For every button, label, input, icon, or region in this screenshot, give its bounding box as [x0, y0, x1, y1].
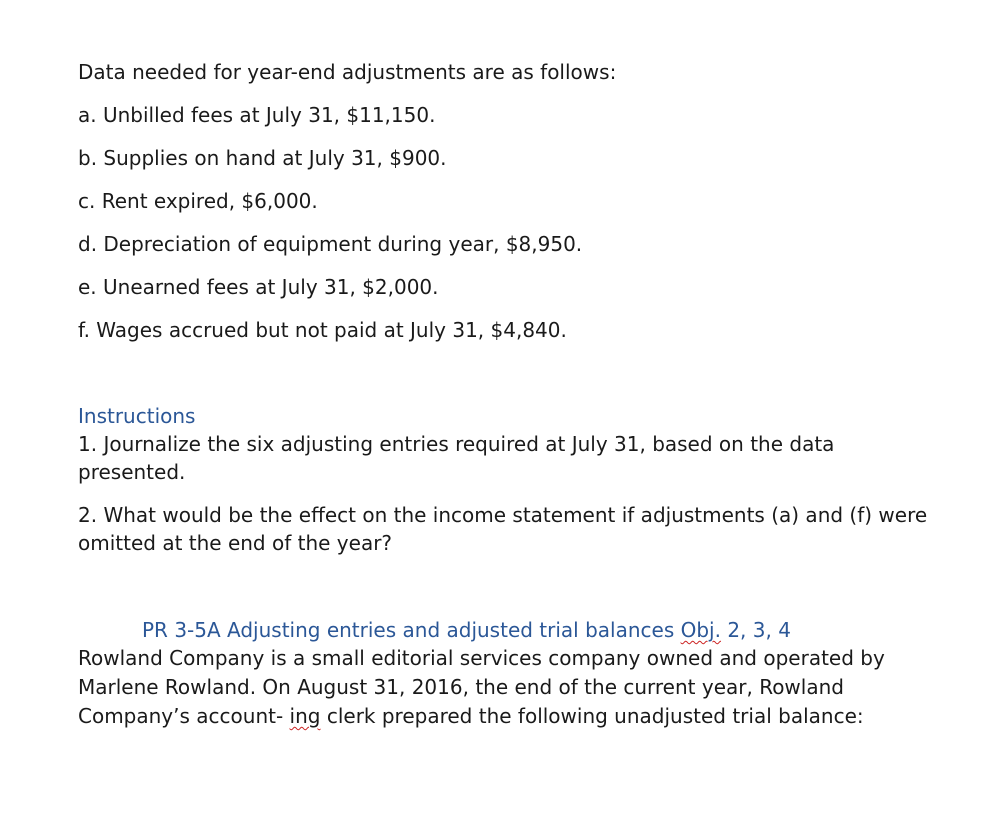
- problem-heading-obj: Obj.: [680, 618, 721, 642]
- problem-body-part1: Rowland Company is a small editorial services company owned and operated by Marlene Rowland. On August 31, 2016, the end of the current year, Rowland Company’s account-: [78, 646, 885, 728]
- problem-body-part2: clerk prepared the following unadjusted trial balance:: [320, 704, 864, 728]
- adjustment-item-f: f. Wages accrued but not paid at July 31, $4,840.: [78, 318, 567, 342]
- adjustments-intro: Data needed for year-end adjustments are as follows:: [78, 60, 617, 84]
- instruction-step-1: 1. Journalize the six adjusting entries required at July 31, based on the data presented.: [78, 432, 835, 484]
- problem-body: [78, 644, 938, 731]
- instructions-heading: Instructions: [78, 404, 196, 428]
- adjustment-item-a: a. Unbilled fees at July 31, $11,150.: [78, 103, 436, 127]
- adjustment-item-c: c. Rent expired, $6,000.: [78, 189, 318, 213]
- adjustment-item-b: b. Supplies on hand at July 31, $900.: [78, 146, 447, 170]
- problem-body-squiggle: ing: [289, 704, 321, 728]
- adjustment-item-d: d. Depreciation of equipment during year, $8,950.: [78, 232, 583, 256]
- problem-heading-suffix: 2, 3, 4: [720, 618, 791, 642]
- problem-heading: [142, 616, 791, 644]
- problem-heading-prefix: PR 3-5A Adjusting entries and adjusted trial balances: [142, 618, 681, 642]
- adjustment-item-e: e. Unearned fees at July 31, $2,000.: [78, 275, 439, 299]
- instruction-step-2: 2. What would be the effect on the income statement if adjustments (a) and (f) were omitted at the end of the year?: [78, 503, 928, 555]
